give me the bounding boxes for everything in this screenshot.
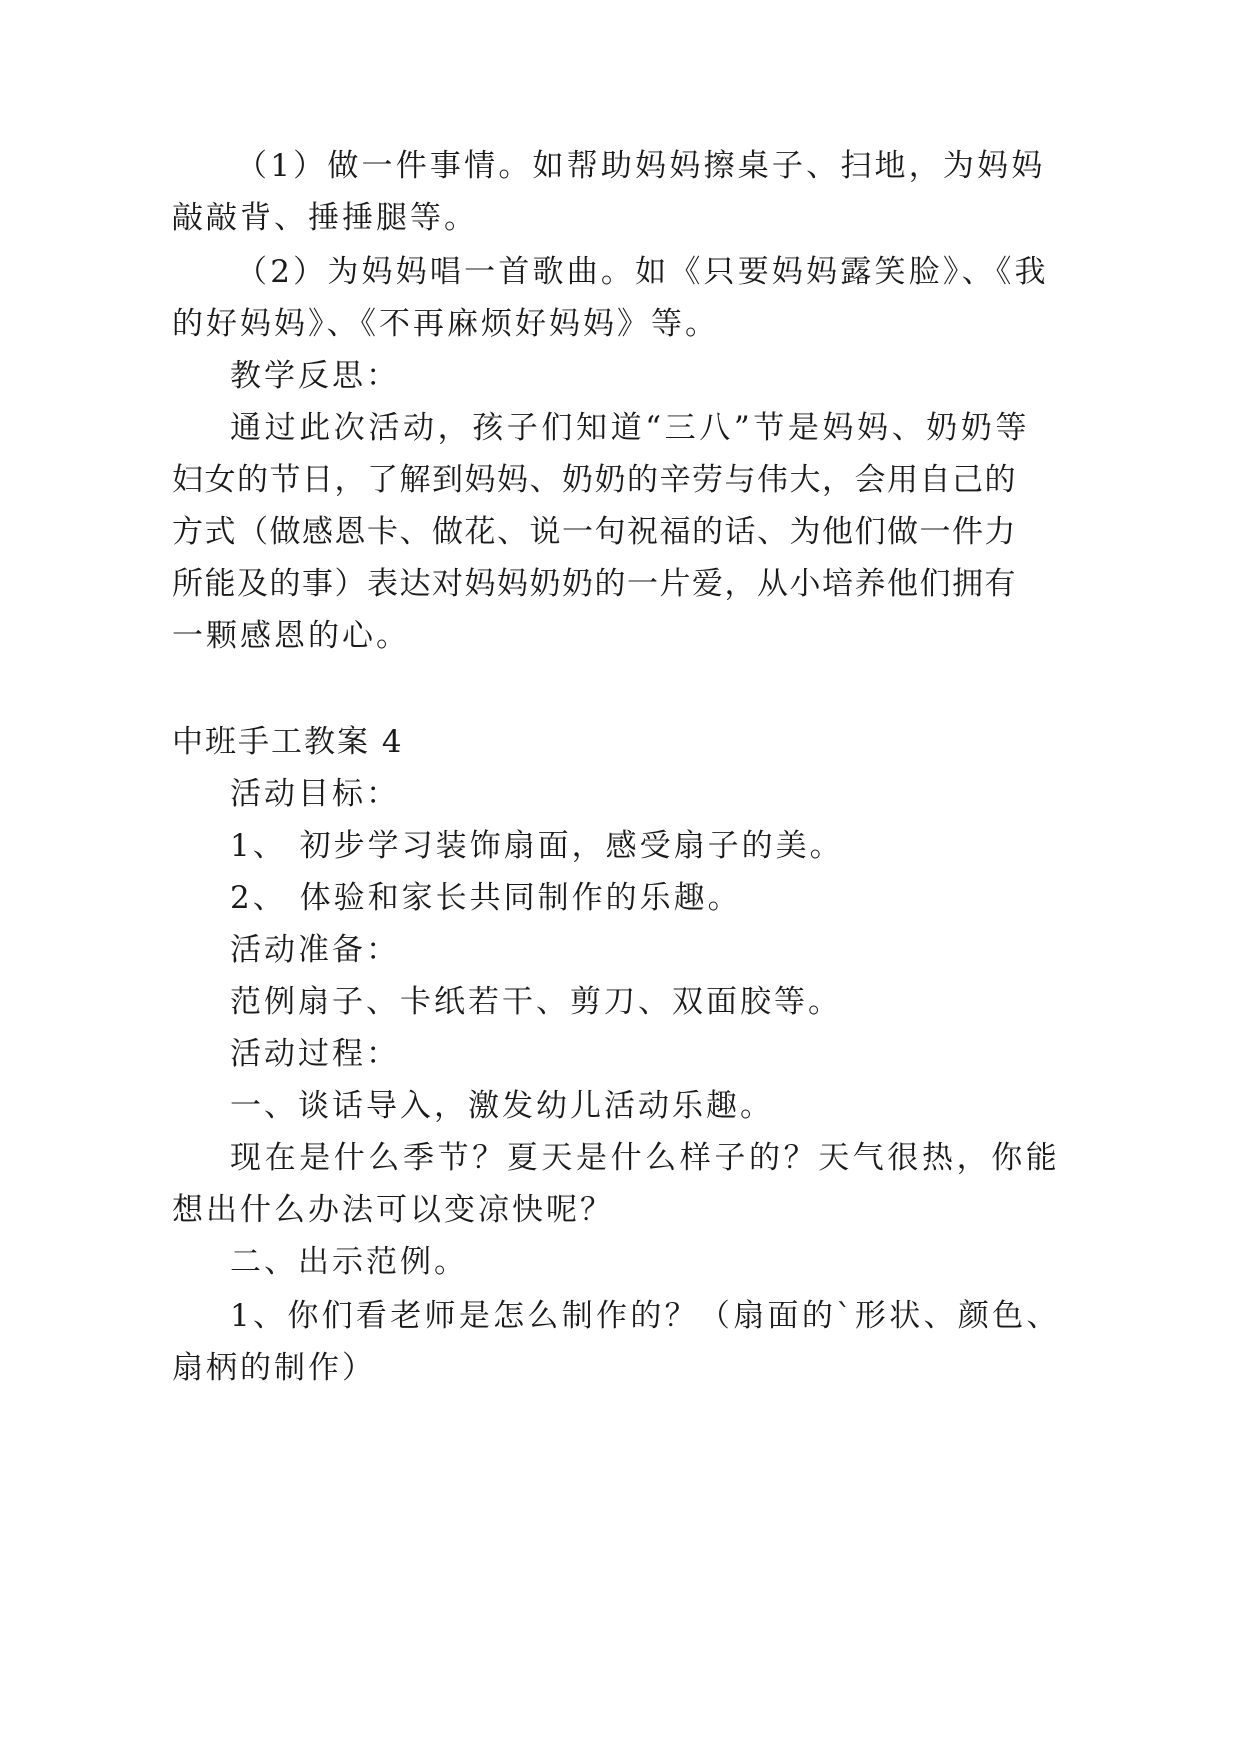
paragraph-line: 妇女的节日，了解到妈妈、奶奶的辛劳与伟大，会用自己的 <box>172 462 1017 498</box>
paragraph-line: 一颗感恩的心。 <box>172 618 410 654</box>
section-heading: 活动目标： <box>230 776 400 812</box>
paragraph-line: 范例扇子、卡纸若干、剪刀、双面胶等。 <box>230 984 842 1020</box>
paragraph-line: 方式（做感恩卡、做花、说一句祝福的话、为他们做一件力 <box>172 514 1017 550</box>
paragraph-line: 1、你们看老师是怎么制作的？（扇面的`形状、颜色、 <box>230 1298 1061 1334</box>
paragraph-line: 二、出示范例。 <box>230 1244 468 1280</box>
section-heading: 教学反思： <box>230 358 400 394</box>
paragraph-line: 想出什么办法可以变凉快呢？ <box>172 1192 614 1228</box>
paragraph-line: 所能及的事）表达对妈妈奶奶的一片爱，从小培养他们拥有 <box>172 566 1017 602</box>
section-title: 中班手工教案 4 <box>172 724 404 760</box>
paragraph-line: 现在是什么季节？夏天是什么样子的？天气很热，你能 <box>230 1140 1061 1176</box>
paragraph-line: 的好妈妈》、《不再麻烦好妈妈》等。 <box>172 306 719 342</box>
paragraph-line: 一、谈话导入，激发幼儿活动乐趣。 <box>230 1088 774 1124</box>
section-heading: 活动过程： <box>230 1036 400 1072</box>
list-item: 2、 体验和家长共同制作的乐趣。 <box>230 880 742 916</box>
paragraph-line: （1）做一件事情。如帮助妈妈擦桌子、扫地，为妈妈 <box>236 148 1046 184</box>
section-heading: 活动准备： <box>230 932 400 968</box>
paragraph-line: 敲敲背、捶捶腿等。 <box>172 200 478 236</box>
list-item: 1、 初步学习装饰扇面，感受扇子的美。 <box>230 828 844 864</box>
paragraph-line: 扇柄的制作） <box>172 1350 376 1386</box>
paragraph-line: 通过此次活动，孩子们知道“三八”节是妈妈、奶奶等 <box>230 410 1031 446</box>
paragraph-line: （2）为妈妈唱一首歌曲。如《只要妈妈露笑脸》、《我 <box>236 254 1049 290</box>
